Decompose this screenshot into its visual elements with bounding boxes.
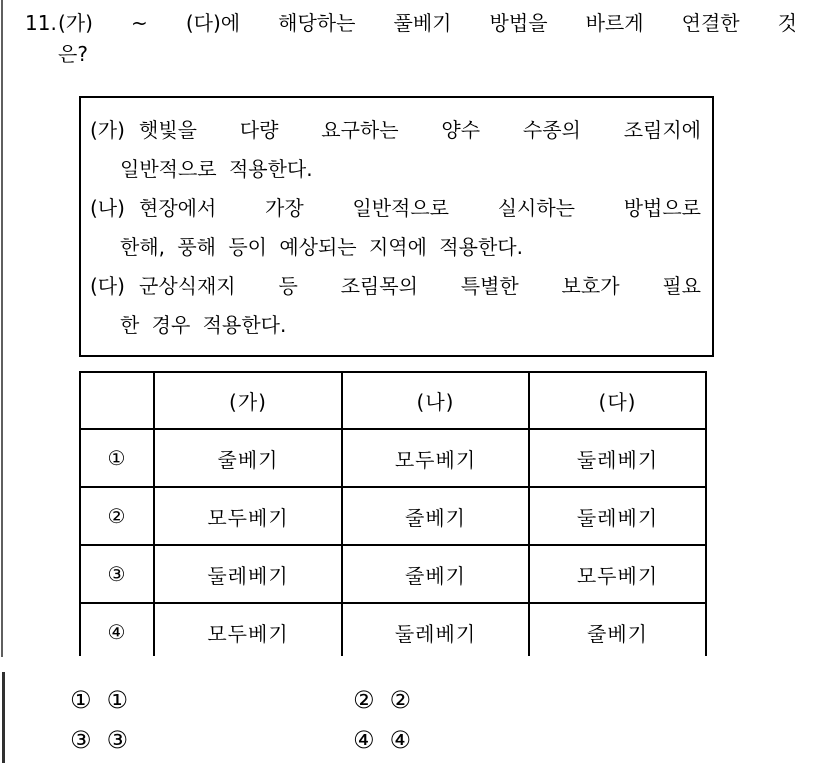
cell-4-na: 둘레베기: [342, 603, 529, 656]
table-header-da: (다): [529, 372, 706, 429]
option-1-marker-icon: ①: [70, 686, 92, 714]
option-3-value: ③: [106, 726, 129, 754]
page-divider-line-bottom: [2, 672, 5, 763]
match-table: [79, 371, 707, 656]
question-text-line1: (가) ~ (다)에 해당하는 풀베기 방법을 바르게 연결한 것: [58, 11, 797, 35]
passage-label-ga: (가): [90, 118, 125, 142]
cell-1-na: 모두베기: [342, 429, 529, 487]
question: [25, 8, 797, 70]
option-2-value: ②: [389, 686, 412, 714]
row-marker-2: ②: [80, 487, 154, 545]
row-marker-1: ①: [80, 429, 154, 487]
table-header-ga: (가): [154, 372, 342, 429]
passage-box: [79, 96, 714, 357]
question-number: 11.: [25, 11, 57, 35]
passage-label-na: (나): [90, 196, 125, 220]
cell-3-da: 모두베기: [529, 545, 706, 603]
passage-item-da: [90, 267, 701, 306]
option-2-marker-icon: ②: [353, 686, 375, 714]
cell-3-ga: 둘레베기: [154, 545, 342, 603]
question-text-line2: 은?: [58, 42, 88, 66]
cell-1-da: 둘레베기: [529, 429, 706, 487]
answer-option-1[interactable]: [70, 687, 353, 713]
row-marker-3: ③: [80, 545, 154, 603]
row-marker-4: ④: [80, 603, 154, 656]
answer-option-3[interactable]: [70, 727, 353, 753]
match-table-container: [79, 371, 709, 656]
question-text: [58, 8, 797, 70]
page-divider-line-top: [1, 0, 3, 657]
option-1-value: ①: [106, 686, 129, 714]
passage-text-ga-line1: 햇빛을 다량 요구하는 양수 수종의 조림지에: [139, 118, 701, 142]
cell-4-ga: 모두베기: [154, 603, 342, 656]
table-header-empty: [80, 372, 154, 429]
table-header-na: (나): [342, 372, 529, 429]
passage-item-ga: [90, 111, 701, 150]
answer-option-4[interactable]: [353, 727, 411, 753]
passage-text-da-line2: 한 경우 적용한다.: [120, 313, 287, 337]
table-row: [80, 545, 706, 603]
passage-text-da-line1: 군상식재지 등 조림목의 특별한 보호가 필요: [139, 274, 701, 298]
table-row: [80, 429, 706, 487]
option-4-marker-icon: ④: [353, 726, 375, 754]
table-header-row: [80, 372, 706, 429]
passage-text-na-line1: 현장에서 가장 일반적으로 실시하는 방법으로: [139, 196, 701, 220]
passage-text-ga-line2: 일반적으로 적용한다.: [120, 157, 313, 181]
cell-1-ga: 줄베기: [154, 429, 342, 487]
cell-2-na: 줄베기: [342, 487, 529, 545]
table-row: [80, 603, 706, 656]
option-4-value: ④: [389, 726, 412, 754]
table-row: [80, 487, 706, 545]
option-3-marker-icon: ③: [70, 726, 92, 754]
cell-4-da: 줄베기: [529, 603, 706, 656]
answer-options: [70, 687, 411, 753]
passage-label-da: (다): [90, 274, 125, 298]
cell-3-na: 줄베기: [342, 545, 529, 603]
cell-2-da: 둘레베기: [529, 487, 706, 545]
cell-2-ga: 모두베기: [154, 487, 342, 545]
passage-item-na: [90, 189, 701, 228]
passage-text-na-line2: 한해, 풍해 등이 예상되는 지역에 적용한다.: [120, 235, 523, 259]
answer-option-2[interactable]: [353, 687, 411, 713]
